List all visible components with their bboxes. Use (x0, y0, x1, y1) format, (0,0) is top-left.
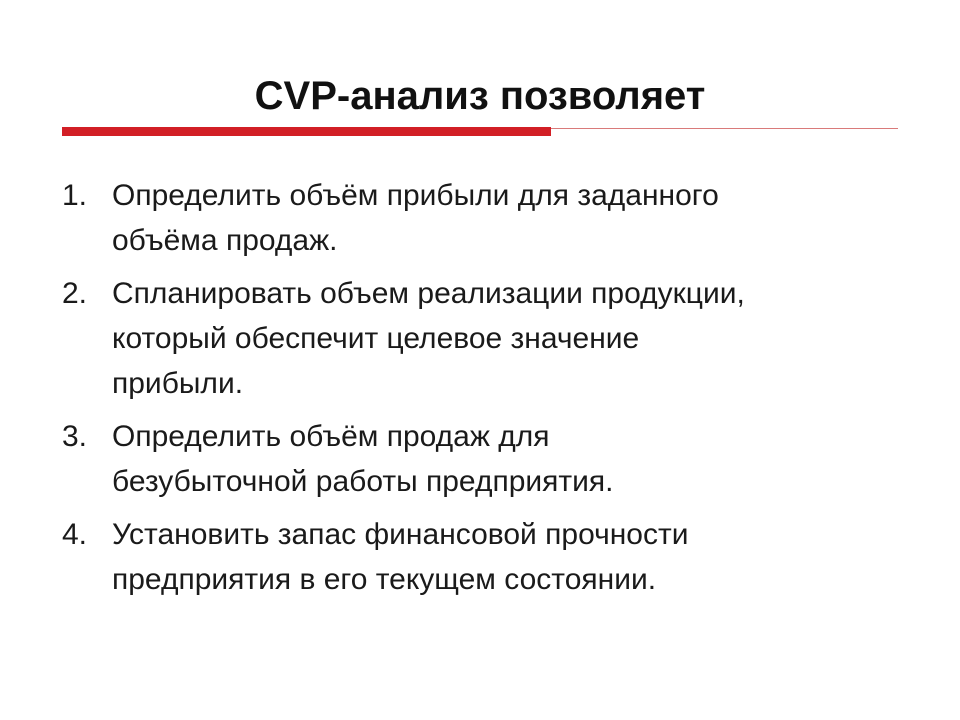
list-item-line: безубыточной работы предприятия. (112, 465, 614, 498)
list-item-3 (62, 414, 922, 504)
numbered-list (62, 173, 922, 610)
list-item-line: Определить объём продаж для (112, 420, 550, 453)
list-item-line: Спланировать объем реализации продукции, (112, 277, 745, 310)
list-item-number: 2. (62, 277, 88, 310)
list-item-1 (62, 173, 922, 263)
list-item-line: который обеспечит целевое значение (112, 322, 640, 355)
list-item-line: Установить запас финансовой прочности (112, 518, 689, 551)
list-item-line: объёма продаж. (112, 224, 338, 257)
list-item-2 (62, 271, 922, 406)
list-item-line: предприятия в его текущем состоянии. (112, 563, 657, 596)
list-item-4 (62, 512, 922, 602)
slide-title: CVP-анализ позволяет (254, 74, 706, 118)
list-item-line: Определить объём прибыли для заданного (112, 179, 719, 212)
list-item-number: 4. (62, 518, 88, 551)
list-item-line: прибыли. (112, 367, 244, 400)
list-item-number: 3. (62, 420, 88, 453)
list-item-number: 1. (62, 179, 88, 212)
title-underline-accent (62, 127, 551, 136)
